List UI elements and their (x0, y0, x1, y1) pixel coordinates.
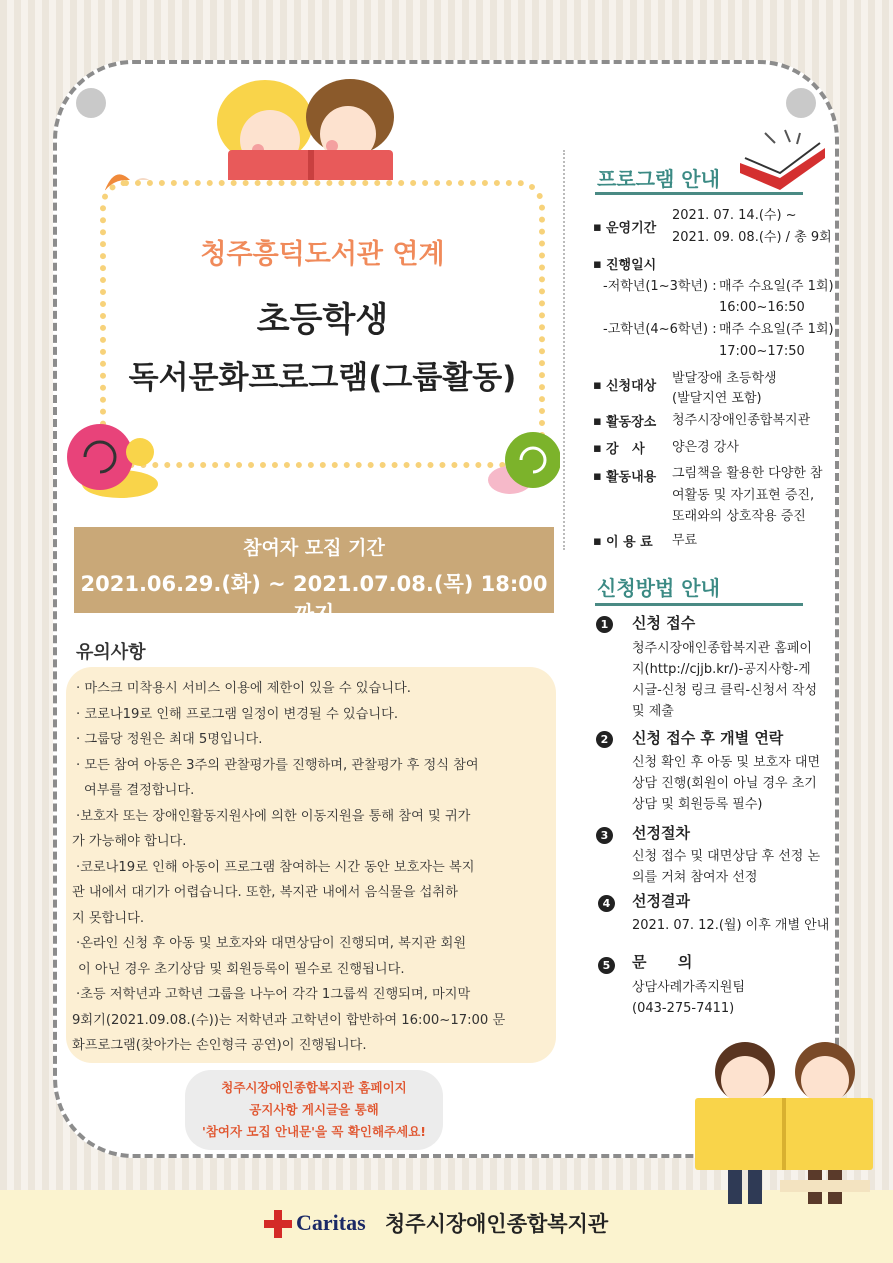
hole-left-decoration (76, 88, 106, 118)
notice-line: 여부를 결정합니다. (84, 783, 195, 798)
teacher-label: 강 사 (606, 442, 645, 457)
low-grade-label: -저학년(1~3학년) : (603, 279, 717, 294)
step-4-title: 선정결과 (632, 892, 690, 910)
apply-heading-rule (595, 603, 803, 606)
step-1-title: 신청 접수 (632, 614, 696, 632)
notice-line: 9회기(2021.09.08.(수))는 저학년과 고학년이 합반하여 16:00~17:00 문 (72, 1012, 506, 1028)
library-subtitle: 청주흥덕도서관 연계 (200, 239, 445, 270)
bubble-line-2: 공지사항 게시글을 통해 (249, 1102, 379, 1117)
step-line: 신청 확인 후 아동 및 보호자 대면 (632, 755, 821, 770)
step-line: 신청 접수 및 대면상담 후 선정 논 (632, 849, 821, 864)
snail-left-illustration (65, 412, 160, 502)
step-line: (043-275-7411) (632, 1001, 735, 1016)
step-4-number-icon: 4 (598, 895, 615, 912)
notice-line: ·초등 저학년과 고학년 그룹을 나누어 각각 1그룹씩 진행되며, 마지막 (76, 987, 471, 1002)
content-value-2: 여활동 및 자기표현 증진, (672, 488, 815, 503)
content-value-1: 그림책을 활용한 다양한 참 (672, 466, 823, 481)
notice-line: 화프로그램(찾아가는 손인형극 공연)이 진행됩니다. (72, 1038, 367, 1053)
step-3-body (632, 846, 820, 888)
step-line: 상담 및 회원등록 필수) (632, 797, 763, 812)
low-grade-value-2: 16:00~16:50 (719, 300, 805, 315)
step-1-number-icon: 1 (596, 616, 613, 633)
notice-line: · 코로나19로 인해 프로그램 일정이 변경될 수 있습니다. (76, 706, 399, 722)
snail-right-illustration (485, 420, 560, 500)
step-line: 의를 거쳐 참여자 선정 (632, 870, 758, 885)
open-book-icon (735, 128, 830, 193)
bullet-icon: ▪ (593, 257, 602, 272)
notice-line: 이 아닌 경우 초기상담 및 회원등록이 필수로 진행됩니다. (78, 961, 405, 977)
high-grade-value-1: 매주 수요일(주 1회) (719, 322, 834, 337)
step-line: 및 제출 (632, 704, 674, 719)
place-value: 청주시장애인종합복지관 (672, 413, 811, 428)
place-label: 활동장소 (606, 415, 657, 430)
recruit-period-title: 참여자 모집 기간 (243, 537, 385, 559)
notice-line: · 그룹당 정원은 최대 5명입니다. (76, 732, 263, 747)
step-3-number-icon: 3 (596, 827, 613, 844)
bullet-icon: ▪ (593, 441, 602, 456)
step-line: 2021. 07. 12.(월) 이후 개별 안내 (632, 918, 830, 933)
notice-line: ·코로나19로 인해 아동이 프로그램 참여하는 시간 동안 보호자는 복지 (76, 859, 475, 875)
high-grade-value-2: 17:00~17:50 (719, 344, 805, 359)
fee-label: 이 용 료 (606, 535, 653, 550)
step-line: 상담사례가족지원팀 (632, 980, 746, 995)
organization-name: 청주시장애인종합복지관 (385, 1212, 609, 1236)
notice-line: 지 못합니다. (72, 910, 145, 926)
content-label: 활동내용 (606, 470, 657, 485)
caritas-logo-text: Caritas (296, 1210, 366, 1235)
step-line: 지(http://cjjb.kr/)-공지사항-게 (632, 662, 811, 677)
notice-list (74, 676, 554, 1059)
bubble-line-3: '참여자 모집 안내문'을 꼭 확인해주세요! (202, 1124, 426, 1139)
recruit-period-dates: 2021.06.29.(화) ~ 2021.07.08.(목) 18:00 까지 (80, 572, 548, 626)
column-divider (563, 150, 565, 550)
target-value-1: 발달장애 초등학생 (672, 371, 777, 386)
schedule-label: 진행일시 (606, 258, 657, 273)
teacher-value: 양은경 강사 (672, 440, 739, 455)
notice-heading: 유의사항 (76, 642, 146, 663)
step-5-body (632, 977, 745, 1019)
step-2-title: 신청 접수 후 개별 연락 (632, 729, 784, 747)
step-4-body (632, 915, 829, 936)
target-label: 신청대상 (606, 379, 657, 394)
bullet-icon: ▪ (593, 220, 602, 235)
step-line: 상담 진행(회원이 아닐 경우 초기 (632, 776, 817, 791)
step-2-number-icon: 2 (596, 731, 613, 748)
high-grade-label: -고학년(4~6학년) : (603, 322, 717, 337)
bullet-icon: ▪ (593, 469, 602, 484)
title-line-1: 초등학생 (256, 300, 389, 340)
notice-line: ·보호자 또는 장애인활동지원사에 의한 이동지원을 통해 참여 및 귀가 (76, 808, 471, 824)
title-line-2: 독서문화프로그램(그룹활동) (128, 360, 517, 396)
program-heading-rule (595, 192, 803, 195)
notice-line: · 마스크 미착용시 서비스 이용에 제한이 있을 수 있습니다. (76, 681, 411, 696)
bullet-icon: ▪ (593, 534, 602, 549)
target-value-2: (발달지연 포함) (672, 391, 762, 406)
period-label: 운영기간 (606, 221, 657, 236)
fee-value: 무료 (672, 533, 698, 548)
step-line: 청주시장애인종합복지관 홈페이 (632, 641, 812, 656)
apply-heading: 신청방법 안내 (597, 576, 720, 600)
bullet-icon: ▪ (593, 378, 602, 393)
period-value-2: 2021. 09. 08.(수) / 총 9회 (672, 230, 832, 245)
step-5-number-icon: 5 (598, 957, 615, 974)
bubble-line-1: 청주시장애인종합복지관 홈페이지 (221, 1080, 407, 1095)
hole-right-decoration (786, 88, 816, 118)
bullet-icon: ▪ (593, 414, 602, 429)
step-line: 시글-신청 링크 클릭-신청서 작성 (632, 683, 818, 698)
notice-line: 관 내에서 대기가 어렵습니다. 또한, 복지관 내에서 음식물을 섭취하 (72, 885, 458, 900)
step-3-title: 선정절차 (632, 824, 690, 842)
step-1-body (632, 638, 817, 722)
kids-with-book-illustration (690, 1030, 880, 1220)
notice-line: ·온라인 신청 후 아동 및 보호자와 대면상담이 진행되며, 복지관 회원 (76, 936, 467, 951)
step-5-title: 문 의 (632, 953, 693, 971)
caritas-cross-icon (262, 1208, 294, 1240)
period-value-1: 2021. 07. 14.(수) ~ (672, 208, 797, 223)
program-heading: 프로그램 안내 (597, 167, 720, 191)
notice-line: 가 가능해야 합니다. (72, 834, 187, 849)
notice-line: · 모든 참여 아동은 3주의 관찰평가를 진행하며, 관찰평가 후 정식 참여 (76, 757, 479, 773)
step-2-body (632, 752, 820, 815)
content-value-3: 또래와의 상호작용 증진 (672, 509, 806, 524)
low-grade-value-1: 매주 수요일(주 1회) (719, 279, 834, 294)
homepage-notice-text (185, 1077, 443, 1143)
